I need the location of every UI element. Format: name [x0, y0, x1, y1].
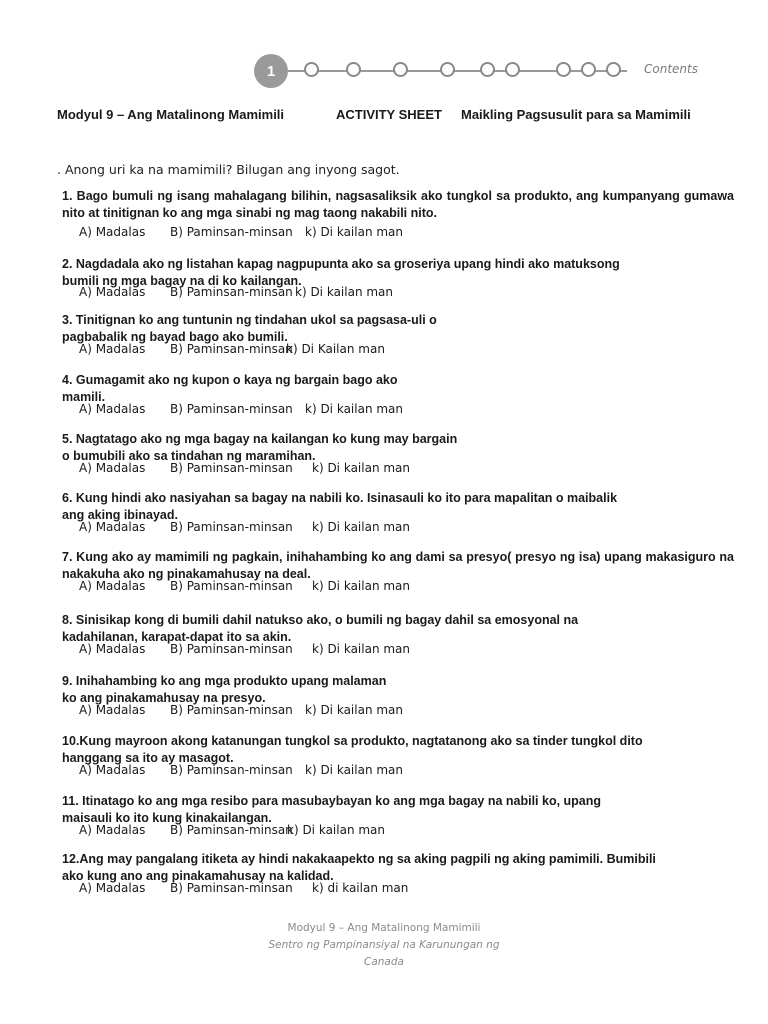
option-di-kailan-man[interactable]: k) Di kailan man — [312, 579, 411, 593]
question-text: 10.Kung mayroon akong katanungan tungkol sa produkto, nagtatanong ako sa tinder tungkol dito hanggang sa ito ay masagot. — [62, 734, 643, 765]
option-paminsan-minsan[interactable]: B) Paminsan-minsan — [170, 823, 293, 837]
option-di-kailan-man[interactable]: k) di kailan man — [312, 881, 409, 895]
option-madalas[interactable]: A) Madalas — [79, 881, 146, 895]
option-paminsan-minsan[interactable]: B) Paminsan-minsan — [170, 402, 293, 416]
option-madalas[interactable]: A) Madalas — [79, 285, 146, 299]
sheet-type: ACTIVITY SHEET — [336, 107, 442, 122]
question-text: 12.Ang may pangalang itiketa ay hindi nakakaapekto ng sa aking pagpili ng aking pamimili. Bumibili ako kung ano ang pinakamahusay na kalidad. — [62, 852, 656, 883]
question-text: 3. Tinitignan ko ang tuntunin ng tindahan ukol sa pagsasa-uli o pagbabalik ng bayad bago ako bumili. — [62, 313, 437, 344]
footer-organization: Sentro ng Pampinansiyal na Karunungan ng — [268, 939, 500, 951]
question-text: 6. Kung hindi ako nasiyahan sa bagay na nabili ko. Isinasauli ko ito para mapalitan o maibalik ang aking ibinayad. — [62, 491, 618, 522]
question-item — [62, 549, 734, 595]
option-di-kailan-man[interactable]: k) Di kailan man — [287, 823, 386, 837]
question-text: 7. Kung ako ay mamimili ng pagkain, inihahambing ko ang dami sa presyo( presyo ng isa) upang makasiguro na nakakuha ako ng pinakamahusay na deal. — [62, 550, 734, 581]
answer-options — [62, 402, 734, 418]
option-madalas[interactable]: A) Madalas — [79, 703, 146, 717]
option-di-kailan-man[interactable]: k) Di kailan man — [305, 763, 404, 777]
answer-options — [62, 520, 734, 536]
progress-nav — [254, 54, 704, 88]
question-item — [62, 793, 734, 839]
question-item — [62, 490, 734, 536]
page-dot[interactable] — [505, 62, 520, 77]
option-paminsan-minsan[interactable]: B) Paminsan-minsan — [170, 225, 293, 239]
question-item — [62, 312, 734, 358]
question-text: 5. Nagtatago ako ng mga bagay na kailangan ko kung may bargain o bumubili ako sa tindahan ng maramihan. — [62, 432, 458, 463]
option-paminsan-minsan[interactable]: B) Paminsan-minsan — [170, 579, 293, 593]
question-item — [62, 256, 734, 301]
option-di-kailan-man[interactable]: k) Di kailan man — [312, 642, 411, 656]
option-paminsan-minsan[interactable]: B) Paminsan-minsan — [170, 703, 293, 717]
answer-options — [62, 285, 734, 301]
current-page-indicator[interactable]: 1 — [254, 54, 288, 88]
answer-options — [62, 703, 734, 719]
option-di-kailan-man[interactable]: k) Di kailan man — [305, 402, 404, 416]
option-paminsan-minsan[interactable]: B) Paminsan-minsan — [170, 881, 293, 895]
sheet-subtitle: Maikling Pagsusulit para sa Mamimili — [461, 107, 691, 122]
option-di-kailan-man[interactable]: k) Di Kailan man — [286, 342, 385, 356]
page-dot[interactable] — [346, 62, 361, 77]
page-dot[interactable] — [304, 62, 319, 77]
option-madalas[interactable]: A) Madalas — [79, 642, 146, 656]
option-di-kailan-man[interactable]: k) Di kailan man — [305, 703, 404, 717]
option-madalas[interactable]: A) Madalas — [79, 402, 146, 416]
question-item — [62, 733, 734, 779]
answer-options — [62, 642, 734, 658]
question-item — [62, 673, 734, 719]
question-item — [62, 851, 734, 897]
question-text: 9. Inihahambing ko ang mga produkto upang malaman ko ang pinakamahusay na presyo. — [62, 674, 387, 705]
page-dot[interactable] — [581, 62, 596, 77]
option-paminsan-minsan[interactable]: B) Paminsan-minsan — [170, 520, 293, 534]
option-paminsan-minsan[interactable]: B) Paminsan-minsan — [170, 342, 293, 356]
answer-options — [62, 461, 734, 477]
question-item — [62, 372, 734, 418]
question-item — [62, 188, 734, 241]
answer-options — [62, 579, 734, 595]
module-title: Modyul 9 – Ang Matalinong Mamimili — [57, 107, 285, 122]
option-madalas[interactable]: A) Madalas — [79, 823, 146, 837]
footer-module: Modyul 9 – Ang Matalinong Mamimili — [287, 922, 481, 934]
question-text: 1. Bago bumuli ng isang mahalagang bilihin, nagsasaliksik ako tungkol sa produkto, ang kumpanyang gumawa nito at tinitignan ko ang mga sinabi ng mag taong nakabili nito. — [62, 189, 734, 220]
option-di-kailan-man[interactable]: k) Di kailan man — [295, 285, 394, 299]
option-madalas[interactable]: A) Madalas — [79, 579, 146, 593]
answer-options — [62, 763, 734, 779]
page-dot[interactable] — [480, 62, 495, 77]
option-di-kailan-man[interactable]: k) Di kailan man — [305, 225, 404, 239]
option-madalas[interactable]: A) Madalas — [79, 520, 146, 534]
question-text: 11. Itinatago ko ang mga resibo para masubaybayan ko ang mga bagay na nabili ko, upang maisauli ko ito kung kinakailangan. — [62, 794, 602, 825]
footer-organization-cont: Canada — [364, 956, 404, 968]
page-dot[interactable] — [440, 62, 455, 77]
option-di-kailan-man[interactable]: k) Di kailan man — [312, 461, 411, 475]
question-item — [62, 612, 734, 658]
option-madalas[interactable]: A) Madalas — [79, 763, 146, 777]
option-paminsan-minsan[interactable]: B) Paminsan-minsan — [170, 763, 293, 777]
instruction-text: . Anong uri ka na mamimili? Bilugan ang inyong sagot. — [57, 162, 400, 177]
option-paminsan-minsan[interactable]: B) Paminsan-minsan — [170, 461, 293, 475]
page-dot[interactable] — [556, 62, 571, 77]
question-text: 4. Gumagamit ako ng kupon o kaya ng bargain bago ako mamili. — [62, 373, 398, 404]
option-madalas[interactable]: A) Madalas — [79, 342, 146, 356]
answer-options — [62, 823, 734, 839]
page-dot[interactable] — [606, 62, 621, 77]
answer-options — [62, 225, 734, 241]
option-paminsan-minsan[interactable]: B) Paminsan-minsan — [170, 642, 293, 656]
question-text: 2. Nagdadala ako ng listahan kapag nagpupunta ako sa groseriya upang hindi ako matuksong bumili ng mga bagay na di ko kailangan. — [62, 257, 620, 288]
option-di-kailan-man[interactable]: k) Di kailan man — [312, 520, 411, 534]
answer-options — [62, 881, 734, 897]
progress-line-end — [621, 70, 627, 72]
question-item — [62, 431, 734, 477]
page-footer — [0, 920, 768, 971]
contents-link[interactable]: Contents — [644, 62, 698, 76]
option-madalas[interactable]: A) Madalas — [79, 461, 146, 475]
answer-options — [62, 342, 734, 358]
option-paminsan-minsan[interactable]: B) Paminsan-minsan — [170, 285, 293, 299]
option-madalas[interactable]: A) Madalas — [79, 225, 146, 239]
question-text: 8. Sinisikap kong di bumili dahil natukso ako, o bumili ng bagay dahil sa emosyonal na kadahilanan, karapat-dapat ito sa akin. — [62, 613, 579, 644]
page-dot[interactable] — [393, 62, 408, 77]
